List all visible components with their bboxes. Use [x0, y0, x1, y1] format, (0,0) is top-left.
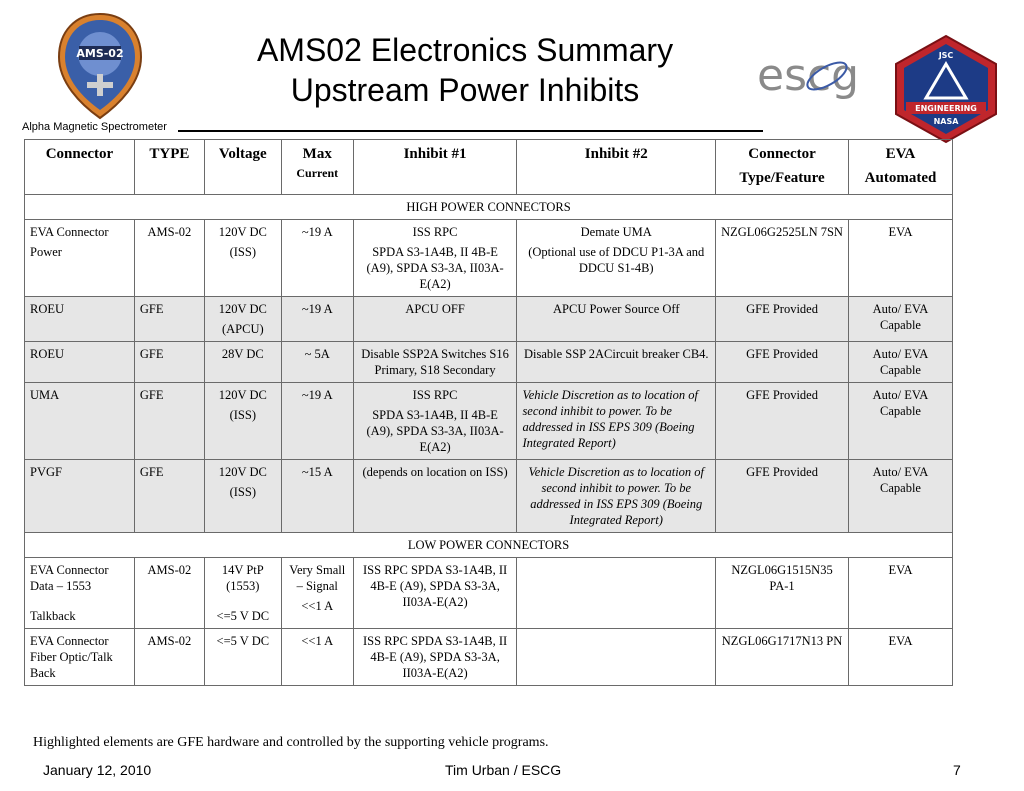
cell-text: Talkback: [30, 609, 76, 623]
escg-logo-text: escg: [757, 50, 860, 101]
cell-text: 120V DC: [218, 388, 267, 402]
cell-feature: GFE Provided: [716, 297, 849, 342]
cell-inhibit-1: [353, 383, 517, 460]
table-row: [25, 460, 953, 533]
cell-feature: GFE Provided: [716, 383, 849, 460]
cell-connector: UMA: [25, 383, 135, 460]
cell-max-current: <<1 A: [281, 629, 353, 686]
cell-inhibit-2: [517, 220, 716, 297]
cell-eva: EVA: [849, 629, 953, 686]
engineering-text: ENGINEERING: [915, 104, 977, 113]
section-label-high: HIGH POWER CONNECTORS: [25, 195, 953, 220]
table-header-row: [25, 140, 953, 195]
col-header-connector: Connector: [25, 140, 135, 195]
cell-inhibit-2: [517, 558, 716, 629]
cell-text: Very Small – Signal: [289, 563, 346, 593]
cell-type: GFE: [134, 342, 204, 383]
jsc-text: JSC: [938, 51, 954, 60]
cell-text: SPDA S3-1A4B, II 4B-E (A9), SPDA S3-3A, II03A-E(A2): [366, 408, 504, 454]
cell-connector: [25, 220, 135, 297]
col-header-inhibit-1: Inhibit #1: [353, 140, 517, 195]
table-row: [25, 297, 953, 342]
cell-type: AMS-02: [134, 220, 204, 297]
cell-text: ISS RPC: [412, 388, 458, 402]
col-header-max: Max: [302, 146, 332, 162]
cell-inhibit-1: APCU OFF: [353, 297, 517, 342]
page-title: [200, 30, 730, 110]
cell-feature: GFE Provided: [716, 460, 849, 533]
title-line-1: AMS02 Electronics Summary: [256, 32, 674, 68]
cell-text: ISS RPC: [412, 225, 458, 239]
section-label-low: LOW POWER CONNECTORS: [25, 533, 953, 558]
cell-feature: NZGL06G2525LN 7SN: [716, 220, 849, 297]
cell-connector: ROEU: [25, 297, 135, 342]
cell-text: EVA Connector Data – 1553: [30, 563, 109, 593]
cell-voltage: [204, 297, 281, 342]
cell-voltage: [204, 383, 281, 460]
power-inhibits-table: [24, 139, 953, 686]
table-row: [25, 383, 953, 460]
cell-voltage: <=5 V DC: [204, 629, 281, 686]
cell-voltage: [204, 558, 281, 629]
header-rule: [178, 130, 763, 132]
cell-type: GFE: [134, 460, 204, 533]
cell-type: AMS-02: [134, 558, 204, 629]
cell-eva: EVA: [849, 558, 953, 629]
cell-inhibit-2: [517, 629, 716, 686]
ams02-patch-text: AMS-02: [76, 47, 124, 60]
cell-eva: Auto/ EVA Capable: [849, 297, 953, 342]
escg-logo: [757, 46, 897, 106]
cell-feature: NZGL06G1717N13 PN: [716, 629, 849, 686]
cell-inhibit-2: Vehicle Discretion as to location of second inhibit to power. To be addressed in ISS EPS 309 (Boeing Integrated Report): [517, 383, 716, 460]
cell-text: (ISS): [229, 245, 257, 259]
cell-max-current: ~ 5A: [281, 342, 353, 383]
cell-type: GFE: [134, 297, 204, 342]
cell-max-current: ~19 A: [281, 383, 353, 460]
cell-inhibit-1: ISS RPC SPDA S3-1A4B, II 4B-E (A9), SPDA S3-3A, II03A-E(A2): [353, 558, 517, 629]
cell-inhibit-1: (depends on location on ISS): [353, 460, 517, 533]
col-header-connector-type: Connector Type/Feature: [716, 140, 849, 195]
highlight-note: Highlighted elements are GFE hardware and controlled by the supporting vehicle programs.: [33, 735, 549, 750]
cell-text: 120V DC: [218, 465, 267, 479]
cell-text: EVA Connector: [30, 225, 109, 239]
nasa-text: NASA: [933, 117, 959, 126]
cell-text: 120V DC: [218, 302, 267, 316]
cell-text: (Optional use of DDCU P1-3A and DDCU S1-4B): [528, 245, 705, 275]
cell-max-current: ~15 A: [281, 460, 353, 533]
table-row: [25, 629, 953, 686]
col-header-voltage: Voltage: [204, 140, 281, 195]
cell-connector: ROEU: [25, 342, 135, 383]
org-subtitle: Alpha Magnetic Spectrometer: [22, 121, 167, 133]
cell-eva: Auto/ EVA Capable: [849, 460, 953, 533]
col-header-max-current: [281, 140, 353, 195]
page-number: 7: [953, 762, 961, 778]
cell-max-current: ~19 A: [281, 220, 353, 297]
cell-text: (ISS): [229, 485, 257, 499]
cell-voltage: [204, 220, 281, 297]
cell-text: 14V PtP (1553): [221, 563, 264, 593]
cell-text: (APCU): [221, 322, 264, 336]
cell-inhibit-1: Disable SSP2A Switches S16 Primary, S18 Secondary: [353, 342, 517, 383]
footer-author: Tim Urban / ESCG: [445, 762, 562, 778]
cell-inhibit-2: APCU Power Source Off: [517, 297, 716, 342]
table-row: [25, 342, 953, 383]
cell-text: <<1 A: [301, 599, 334, 613]
col-header-current: Current: [296, 166, 339, 180]
jsc-engineering-logo: [892, 34, 1000, 144]
cell-text: (ISS): [229, 408, 257, 422]
section-row-low: [25, 533, 953, 558]
cell-connector: PVGF: [25, 460, 135, 533]
cell-inhibit-1: ISS RPC SPDA S3-1A4B, II 4B-E (A9), SPDA S3-3A, II03A-E(A2): [353, 629, 517, 686]
cell-feature: GFE Provided: [716, 342, 849, 383]
cell-eva: Auto/ EVA Capable: [849, 383, 953, 460]
cell-voltage: 28V DC: [204, 342, 281, 383]
cell-inhibit-1: [353, 220, 517, 297]
cell-voltage: [204, 460, 281, 533]
col-header-type: TYPE: [134, 140, 204, 195]
cell-inhibit-2: Disable SSP 2ACircuit breaker CB4.: [517, 342, 716, 383]
cell-max-current: [281, 558, 353, 629]
cell-type: GFE: [134, 383, 204, 460]
section-row-high: [25, 195, 953, 220]
table-row: [25, 558, 953, 629]
cell-connector: [25, 558, 135, 629]
footer-date: January 12, 2010: [43, 762, 152, 778]
cell-feature: NZGL06G1515N35 PA-1: [716, 558, 849, 629]
cell-text: Power: [30, 245, 62, 259]
title-line-2: Upstream Power Inhibits: [290, 72, 640, 108]
cell-text: SPDA S3-1A4B, II 4B-E (A9), SPDA S3-3A, II03A-E(A2): [366, 245, 504, 291]
cell-text: Demate UMA: [580, 225, 652, 239]
cell-text: 120V DC: [218, 225, 267, 239]
cell-eva: EVA: [849, 220, 953, 297]
cell-eva: Auto/ EVA Capable: [849, 342, 953, 383]
cell-type: AMS-02: [134, 629, 204, 686]
col-header-inhibit-2: Inhibit #2: [517, 140, 716, 195]
cell-connector: EVA Connector Fiber Optic/Talk Back: [25, 629, 135, 686]
col-header-eva-automated: EVA Automated: [849, 140, 953, 195]
cell-inhibit-2: Vehicle Discretion as to location of second inhibit to power. To be addressed in ISS EPS 309 (Boeing Integrated Report): [517, 460, 716, 533]
ams02-patch-logo: [55, 12, 145, 120]
cell-max-current: ~19 A: [281, 297, 353, 342]
cell-text: <=5 V DC: [216, 609, 270, 623]
table-row: [25, 220, 953, 297]
